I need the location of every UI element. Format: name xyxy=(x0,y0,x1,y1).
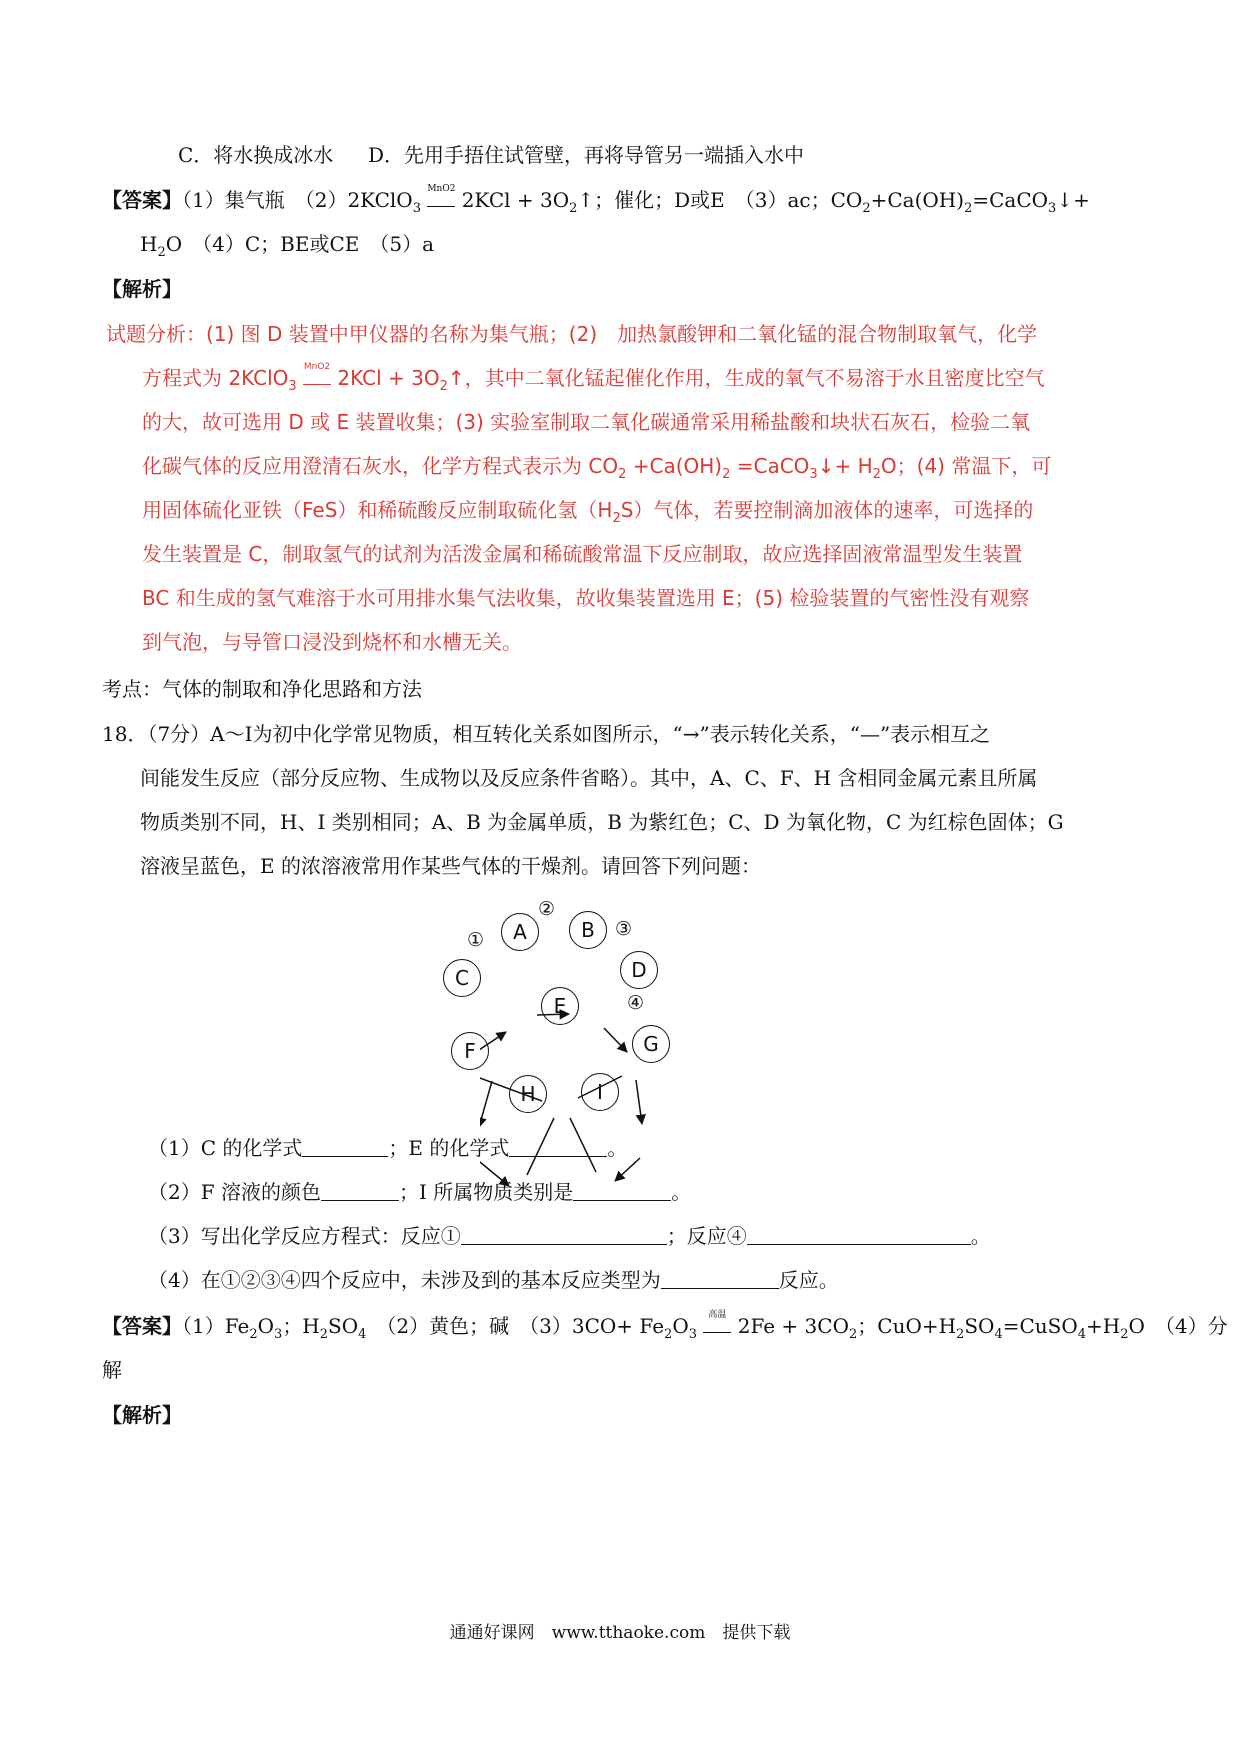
reaction-mark-2: ② xyxy=(538,898,556,920)
kaodian: 考点：气体的制取和净化思路和方法 xyxy=(102,677,422,701)
analysis-line-4: 化碳气体的反应用澄清石灰水，化学方程式表示为 $CO_2 +Ca(OH)_2$ =CaCO$_3$↓+ $H_2O$；(4) 常温下，可 xyxy=(142,454,1052,482)
answer-blank[interactable] xyxy=(573,1180,671,1201)
analysis-line-8: 到气泡，与导管口浸没到烧杯和水槽无关。 xyxy=(142,630,522,654)
node-c: C xyxy=(443,959,481,997)
node-h: H xyxy=(509,1075,547,1113)
reaction-condition: 高温 xyxy=(703,1320,731,1333)
reaction-condition: MnO2 xyxy=(427,194,455,207)
node-e: E xyxy=(541,987,579,1025)
answer-blank[interactable] xyxy=(747,1224,971,1245)
analysis-line-7: BC 和生成的氢气难溶于水可用排水集气法收集，故收集装置选用 E；(5) 检验装置的气密性没有观察 xyxy=(142,586,1030,610)
node-d: D xyxy=(620,951,658,989)
reaction-mark-3: ③ xyxy=(615,918,633,940)
answer-blank[interactable] xyxy=(461,1224,667,1245)
q18-answer-line1: 【答案】$(1)Fe_2O_3$；$H_2SO_4$ （2）黄色；碱 $(3)3CO+ Fe_2O_3$ 高温 $2Fe + 3CO_2$；$CuO+H_2SO_4=CuSO_4+H_2O$ （4）分 xyxy=(102,1310,1228,1342)
reaction-mark-1: ① xyxy=(467,929,485,951)
arrow-d-to-g xyxy=(636,1080,642,1124)
q18-sub1: （1）C 的化学式 ；E 的化学式 。 xyxy=(148,1136,628,1160)
reaction-condition: MnO2 xyxy=(303,372,331,385)
analysis-line-5: 用固体硫化亚铁（FeS）和稀硫酸反应制取硫化氢$(H_2S)$气体，若要控制滴加液体的速率，可选择的 xyxy=(142,498,1034,526)
analysis-line-3: 的大，故可选用 D 或 E 装置收集；(3) 实验室制取二氧化碳通常采用稀盐酸和块状石灰石，检验二氧 xyxy=(142,410,1031,434)
page-footer: 通通好课网 www.tthaoke.com 提供下载 xyxy=(449,1623,791,1643)
answer-blank[interactable] xyxy=(661,1268,779,1289)
answer-label: 【答案】 xyxy=(102,188,182,212)
q18-sub2: （2）F 溶液的颜色 ；I 所属物质类别是 。 xyxy=(148,1180,692,1204)
answer-label: 【答案】 xyxy=(102,1314,182,1338)
q18-stem-4: 溶液呈蓝色，E 的浓溶液常用作某些气体的干燥剂。请回答下列问题： xyxy=(140,854,761,878)
arrow-b-to-d xyxy=(604,1028,627,1052)
q18-stem-3: 物质类别不同，H、I 类别相同；A、B 为金属单质，B 为紫红色；C、D 为氧化物，C 为红棕色固体；G xyxy=(140,810,1064,834)
answer-blank[interactable] xyxy=(321,1180,399,1201)
q17-analysis-label: 【解析】 xyxy=(102,277,182,301)
node-a: A xyxy=(501,913,539,951)
node-g: G xyxy=(632,1025,670,1063)
q17-option-d: D．先用手捂住试管壁，再将导管另一端插入水中 xyxy=(368,143,805,167)
q18-sub3: （3）写出化学反应方程式：反应① ；反应④ 。 xyxy=(148,1224,991,1248)
q18-sub4: （4）在①②③④四个反应中，未涉及到的基本反应类型为 反应。 xyxy=(148,1268,839,1292)
q18-stem-1: 18．（7分）A～I为初中化学常见物质，相互转化关系如图所示，“→”表示转化关系，“—”表示相互之 xyxy=(102,722,991,746)
q17-option-c: C．将水换成冰水 xyxy=(178,143,334,167)
node-b: B xyxy=(569,911,607,949)
reaction-mark-4: ④ xyxy=(627,992,645,1014)
q18-stem-2: 间能发生反应（部分反应物、生成物以及反应条件省略）。其中，A、C、F、H 含相同金属元素且所属 xyxy=(140,766,1038,790)
q18-answer-line2: 解 xyxy=(102,1358,122,1382)
analysis-line-1: 试题分析：(1) 图 D 装置中甲仪器的名称为集气瓶；(2) 加热氯酸钾和二氧化锰的混合物制取氧气，化学 xyxy=(106,322,1038,346)
answer-blank[interactable] xyxy=(302,1136,388,1157)
q17-answer-line1: 【答案】（1）集气瓶 （2）2KClO$_3$ MnO2 $2KCl + 3O_2↑$；催化；D或E （3）ac；$CO_2+Ca(OH)_2=CaCO_3↓+$ xyxy=(102,184,1090,216)
arrow-c-to-f xyxy=(480,1081,492,1127)
node-f: F xyxy=(451,1032,489,1070)
analysis-line-6: 发生装置是 C，制取氢气的试剂为活泼金属和稀硫酸常温下反应制取，故应选择固液常温型发生装置 xyxy=(142,542,1023,566)
q17-answer-line2: $H_2O$ （4）C；BE或CE （5）a xyxy=(140,232,435,260)
node-i: I xyxy=(581,1073,619,1111)
analysis-line-2: 方程式为 2KClO$_3$ MnO2 $2KCl + 3O_2↑$，其中二氧化锰起催化作用，生成的氧气不易溶于水且密度比空气 xyxy=(142,362,1045,394)
answer-blank[interactable] xyxy=(509,1136,607,1157)
q18-analysis-label: 【解析】 xyxy=(102,1403,182,1427)
